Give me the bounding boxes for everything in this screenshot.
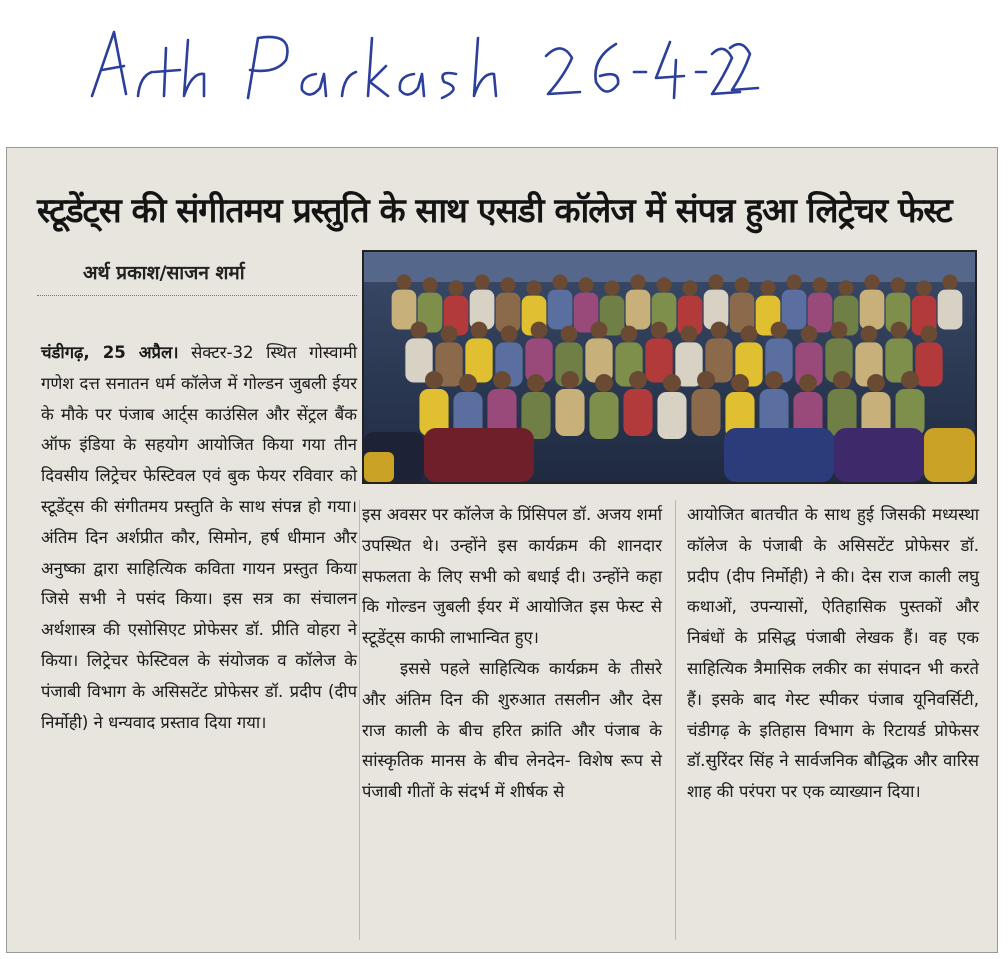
byline: अर्थ प्रकाश/साजन शर्मा — [83, 262, 245, 284]
column-3-text: आयोजित बातचीत के साथ हुई जिसकी मध्यस्था कॉलेज के पंजाबी के असिसटेंट प्रोफेसर डॉ. प्रदीप (दीप निर्मोही) ने की। देस राज काली लघु कथाओं, उपन्यासों, ऐतिहासिक पुस्तकों और निबंधों के प्रसिद्ध पंजाबी लेखक हैं। वह एक साहित्यिक त्रैमासिक लकीर का संपादन भी करते हैं। इसके बाद गेस्ट स्पीकर पंजाब यूनिवर्सिटी, चंडीगढ़ के इतिहास विभाग के रिटायर्ड प्रोफेसर डॉ.सुरिंदर सिंह ने सार्वजनिक बौद्धिक और वारिस शाह की परंपरा पर एक व्याख्यान दिया। — [687, 505, 979, 802]
column-2-paragraph-1: इस अवसर पर कॉलेज के प्रिंसिपल डॉ. अजय शर्मा उपस्थित थे। उन्होंने इस कार्यक्रम की शानदार सफलता के लिए सभी को बधाई दी। उन्होंने कहा कि गोल्डन जुबली ईयर में आयोजित इस फेस्ट से स्टूडेंट्स काफी लाभान्वित हुए। — [362, 505, 662, 648]
newspaper-clipping — [6, 147, 998, 953]
column-divider — [675, 500, 676, 940]
article-column-3 — [687, 500, 979, 808]
column-1-text: सेक्टर-32 स्थित गोस्वामी गणेश दत्त सनातन धर्म कॉलेज में गोल्डन जुबली ईयर के मौके पर पंजाब आर्ट्स काउंसिल और सेंट्रल बैंक ऑफ इंडिया के सहयोग आयोजित किया गया तीन दिवसीय लिट्रेचर फेस्टिवल एवं बुक फेयर रविवार को स्टूडेंट्स की संगीतमय प्रस्तुति के साथ संपन्न हो गया। अंतिम दिन अर्शप्रीत कौर, सिमोन, हर्ष धीमान और अनुष्का द्वारा साहित्यिक कविता गायन प्रस्तुत किया जिसे सभी ने पसंद किया। इस सत्र का संचालन अर्थशास्त्र की एसोसिएट प्रोफेसर डॉ. प्रीति वोहरा ने किया। लिट्रेचर फेस्टिवल के संयोजक व कॉलेज के पंजाबी विभाग के असिसटेंट प्रोफेसर डॉ. प्रदीप (दीप निर्मोही) ने धन्यवाद प्रस्ताव दिया गया। — [41, 343, 357, 732]
group-photo — [362, 250, 977, 484]
column-2-paragraph-2: इससे पहले साहित्यिक कार्यक्रम के तीसरे और अंतिम दिन की शुरुआत तसलीन और देस राज काली के बीच हरित क्रांति और पंजाब के सांस्कृतिक मानस के बीच लेनदेन- विशेष रूप से पंजाबी गीतों के संदर्भ में शीर्षक से — [362, 658, 662, 802]
handwritten-annotation — [80, 18, 760, 108]
article-headline: स्टूडेंट्स की संगीतमय प्रस्तुति के साथ एसडी कॉलेज में संपन्न हुआ लिट्रेचर फेस्ट — [37, 191, 952, 231]
article-column-1 — [41, 338, 357, 738]
article-column-2 — [362, 500, 662, 808]
byline-divider — [37, 295, 357, 296]
dateline: चंडीगढ़, 25 अप्रैल। — [41, 343, 179, 362]
column-divider — [359, 500, 360, 940]
